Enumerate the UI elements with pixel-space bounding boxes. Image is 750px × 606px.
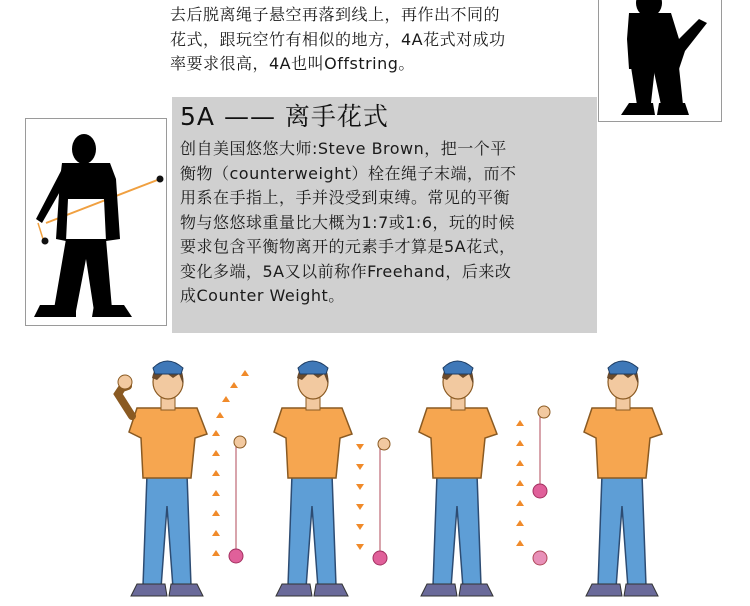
section-5a-line-2: 衡物（counterweight）栓在绳子末端，而不 (180, 163, 517, 183)
yoyo-boy-illustration (0, 346, 750, 606)
top-line-3: 率要求很高，4A也叫Offstring。 (170, 54, 415, 73)
section-5a-line-4: 物与悠悠球重量比大概为1:7或1:6，玩的时候 (180, 212, 516, 232)
figure-3 (373, 361, 497, 596)
figure-4 (533, 361, 662, 596)
silhouette-frame-5a (25, 118, 167, 326)
figure-1 (118, 361, 207, 596)
section-5a-paragraph (180, 137, 517, 309)
top-line-1: 去后脱离绳子悬空再落到线上，再作出不同的 (170, 5, 501, 24)
section-5a-heading: 5A —— 离手花式 (180, 102, 389, 131)
section-5a-line-3: 用系在手指上，手并没受到束缚。常见的平衡 (180, 188, 511, 207)
top-line-2: 花式，跟玩空竹有相似的地方，4A花式对成功 (170, 29, 506, 49)
silhouette-4a-icon (599, 0, 721, 121)
section-5a-line-1: 创自美国悠悠大师:Steve Brown，把一个平 (180, 139, 507, 158)
section-5a-line-7: 成Counter Weight。 (180, 286, 345, 305)
section-5a-line-6: 变化多端，5A又以前称作Freehand，后来改 (180, 261, 512, 281)
silhouette-frame-4a (598, 0, 722, 122)
figure-2 (229, 361, 352, 596)
silhouette-5a-icon (26, 119, 166, 325)
section-5a-line-5: 要求包含平衡物离开的元素手才算是5A花式， (180, 237, 516, 256)
top-paragraph (170, 3, 506, 77)
